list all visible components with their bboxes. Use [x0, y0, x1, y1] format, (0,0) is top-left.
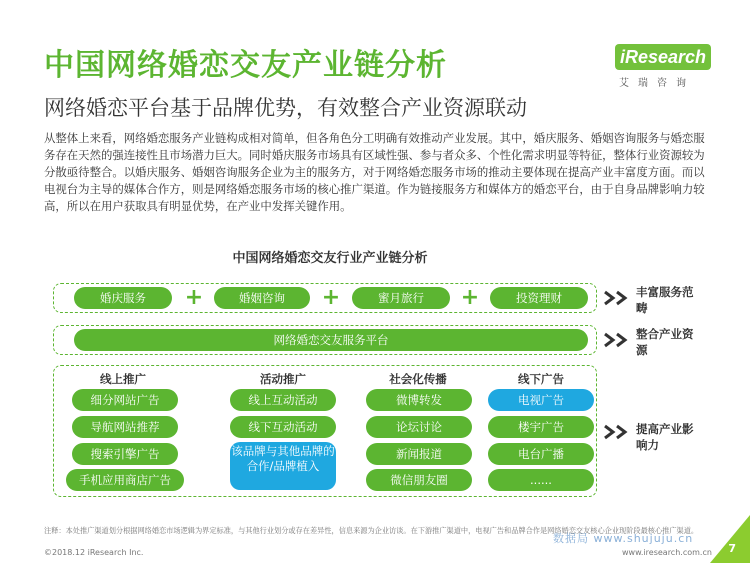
channel-cell: 线上互动活动 — [230, 389, 336, 411]
service-wedding: 婚庆服务 — [74, 287, 172, 309]
logo-subtitle: 艾瑞咨询 — [619, 78, 695, 89]
label-raise-influence: 提高产业影响力 — [636, 422, 694, 452]
diagram-title: 中国网络婚恋交友行业产业链分析 — [232, 251, 428, 266]
channel-cell: 手机应用商店广告 — [66, 469, 184, 491]
chevron-right-icon — [603, 290, 633, 306]
logo-mark: iResearch — [615, 44, 711, 70]
service-marriage-consult: 婚姻咨询 — [214, 287, 310, 309]
channel-cell: 论坛讨论 — [366, 416, 472, 438]
platform-pill: 网络婚恋交友服务平台 — [74, 329, 588, 351]
channel-cell: ...... — [488, 469, 594, 491]
channel-cell: 电台广播 — [488, 443, 594, 465]
channel-cell: 搜索引擎广告 — [72, 443, 178, 465]
corner-decoration — [710, 515, 750, 563]
page-title: 中国网络婚恋交友产业链分析 — [44, 48, 447, 83]
channel-cell: 微信朋友圈 — [366, 469, 472, 491]
site-url: www.iresearch.com.cn — [622, 548, 712, 557]
label-enrich-services: 丰富服务范畴 — [636, 285, 694, 315]
chevron-right-icon — [603, 424, 633, 440]
footnote: 注释：本处推广渠道划分根据网络婚恋市场逻辑为界定标准，与其他行业划分或存在差异性，信息来源为企业访谈。在下游推广渠道中，电视广告和品牌合作是网络婚恋交友核心企业现阶段最核心推广渠道。 — [44, 526, 699, 535]
channel-cell: 线下互动活动 — [230, 416, 336, 438]
channel-cell: 导航网站推荐 — [72, 416, 178, 438]
column-head-online: 线上推广 — [100, 372, 146, 386]
page-subtitle: 网络婚恋平台基于品牌优势，有效整合产业资源联动 — [44, 96, 527, 120]
channel-cell: 细分网站广告 — [72, 389, 178, 411]
plus-icon: + — [321, 285, 341, 310]
column-head-offline: 线下广告 — [518, 372, 564, 386]
service-investment: 投资理财 — [490, 287, 588, 309]
iresearch-logo — [613, 44, 713, 88]
brand-cooperation-cell: 该品牌与其他品牌的合作/品牌植入 — [230, 442, 336, 490]
page-number: 7 — [728, 542, 736, 555]
plus-icon: + — [460, 285, 480, 310]
channel-cell: 微博转发 — [366, 389, 472, 411]
plus-icon: + — [184, 285, 204, 310]
service-honeymoon: 蜜月旅行 — [352, 287, 450, 309]
watermark: 数据局 www.shujuju.cn — [553, 532, 694, 545]
label-integrate-resources: 整合产业资源 — [636, 327, 694, 357]
column-head-social: 社会化传播 — [389, 372, 447, 386]
channel-cell: 楼宇广告 — [488, 416, 594, 438]
channel-cell: 新闻报道 — [366, 443, 472, 465]
intro-paragraph: 从整体上来看，网络婚恋服务产业链构成相对简单，但各角色分工明确有效推动产业发展。其中，婚庆服务、婚姻咨询服务与婚恋服务存在天然的强连接性且市场潜力巨大。同时婚庆服务市场具有区域性强、参与者众多、个性化需求明显等特征，整体行业资源较为分散亟待整合。以婚庆服务、婚姻咨询服务企业为主的服务方，对于网络婚恋服务市场的推动主要体现在提高产业丰富度方面。而以电视台为主导的媒体合作方，则是网络婚恋服务市场的核心推广渠道。作为链接服务方和媒体方的婚恋平台，由于自身品牌影响力较高，所以在用户获取具有明显优势，在产业中发挥关键作用。 — [44, 131, 705, 213]
copyright: ©2018.12 iResearch Inc. — [44, 548, 144, 557]
column-head-events: 活动推广 — [260, 372, 306, 386]
chevron-right-icon — [603, 332, 633, 348]
tv-ad-cell: 电视广告 — [488, 389, 594, 411]
